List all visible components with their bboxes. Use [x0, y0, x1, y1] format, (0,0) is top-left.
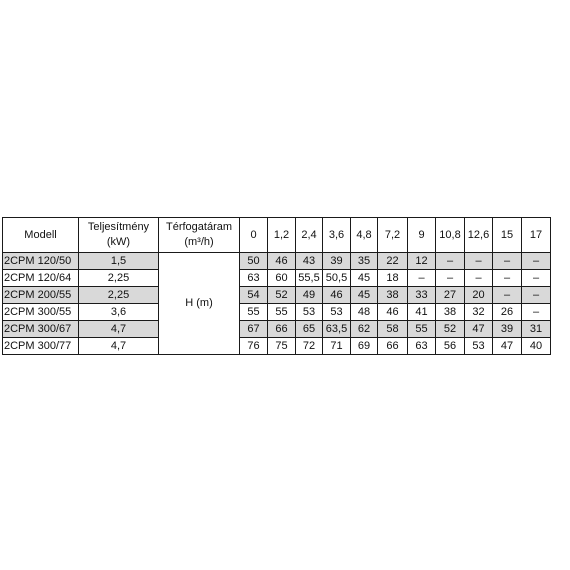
cell-model: 2CPM 300/67 — [3, 321, 79, 338]
cell-head-value: – — [493, 287, 522, 304]
cell-head-value: 47 — [465, 321, 493, 338]
cell-model: 2CPM 300/77 — [3, 338, 79, 355]
cell-head-value: 62 — [351, 321, 378, 338]
cell-head-value: 66 — [268, 321, 296, 338]
header-flow-point: 17 — [522, 218, 551, 253]
cell-head-label: H (m) — [159, 253, 240, 355]
cell-head-value: 76 — [240, 338, 268, 355]
header-flow-point: 10,8 — [436, 218, 465, 253]
cell-head-value: – — [436, 253, 465, 270]
cell-head-value: 52 — [436, 321, 465, 338]
cell-head-value: 55 — [408, 321, 436, 338]
header-flow-point: 4,8 — [351, 218, 378, 253]
header-flow — [159, 218, 240, 253]
cell-head-value: 31 — [522, 321, 551, 338]
cell-head-value: 40 — [522, 338, 551, 355]
table-row — [3, 270, 551, 287]
cell-head-value: 46 — [268, 253, 296, 270]
cell-head-value: 55 — [240, 304, 268, 321]
cell-head-value: 58 — [378, 321, 408, 338]
cell-power: 3,6 — [79, 304, 159, 321]
cell-head-value: 38 — [436, 304, 465, 321]
header-power-line2: (kW) — [106, 236, 131, 248]
header-flow-point: 3,6 — [323, 218, 351, 253]
cell-head-value: – — [436, 270, 465, 287]
cell-head-value: 67 — [240, 321, 268, 338]
cell-head-value: 35 — [351, 253, 378, 270]
cell-head-value: 65 — [296, 321, 323, 338]
cell-head-value: 43 — [296, 253, 323, 270]
cell-head-value: 72 — [296, 338, 323, 355]
cell-head-value: 50,5 — [323, 270, 351, 287]
cell-head-value: 52 — [268, 287, 296, 304]
cell-head-value: 63,5 — [323, 321, 351, 338]
table-row — [3, 253, 551, 270]
cell-power: 4,7 — [79, 338, 159, 355]
cell-head-value: – — [493, 253, 522, 270]
cell-head-value: – — [465, 253, 493, 270]
header-flow-point: 7,2 — [378, 218, 408, 253]
cell-head-value: 45 — [351, 287, 378, 304]
cell-head-value: 47 — [493, 338, 522, 355]
cell-head-value: 75 — [268, 338, 296, 355]
cell-head-value: – — [465, 270, 493, 287]
cell-head-value: 53 — [465, 338, 493, 355]
cell-head-value: 18 — [378, 270, 408, 287]
table-row — [3, 287, 551, 304]
cell-head-value: 55 — [268, 304, 296, 321]
header-flow-point: 9 — [408, 218, 436, 253]
cell-head-value: – — [522, 253, 551, 270]
cell-head-value: 66 — [378, 338, 408, 355]
cell-head-value: – — [522, 304, 551, 321]
cell-model: 2CPM 120/64 — [3, 270, 79, 287]
cell-head-value: 39 — [493, 321, 522, 338]
cell-head-value: 55,5 — [296, 270, 323, 287]
cell-head-value: 22 — [378, 253, 408, 270]
cell-power: 4,7 — [79, 321, 159, 338]
cell-head-value: 69 — [351, 338, 378, 355]
cell-power: 2,25 — [79, 287, 159, 304]
cell-head-value: 60 — [268, 270, 296, 287]
cell-head-value: – — [408, 270, 436, 287]
cell-model: 2CPM 300/55 — [3, 304, 79, 321]
cell-head-value: 39 — [323, 253, 351, 270]
header-power — [79, 218, 159, 253]
cell-head-value: 26 — [493, 304, 522, 321]
cell-head-value: 32 — [465, 304, 493, 321]
cell-model: 2CPM 120/50 — [3, 253, 79, 270]
cell-power: 1,5 — [79, 253, 159, 270]
cell-head-value: 54 — [240, 287, 268, 304]
table-body — [3, 253, 551, 355]
header-flow-point: 12,6 — [465, 218, 493, 253]
cell-head-value: 63 — [408, 338, 436, 355]
cell-head-value: 53 — [323, 304, 351, 321]
table-row — [3, 338, 551, 355]
cell-head-value: 46 — [323, 287, 351, 304]
cell-head-value: – — [493, 270, 522, 287]
cell-head-value: 20 — [465, 287, 493, 304]
header-flow-line2: (m³/h) — [184, 236, 214, 248]
cell-head-value: 33 — [408, 287, 436, 304]
cell-head-value: 48 — [351, 304, 378, 321]
table-row — [3, 321, 551, 338]
header-flow-point: 15 — [493, 218, 522, 253]
cell-head-value: 41 — [408, 304, 436, 321]
header-power-line1: Teljesítmény — [87, 221, 150, 233]
header-flow-point: 0 — [240, 218, 268, 253]
header-flow-line1: Térfogatáram — [165, 221, 233, 233]
cell-head-value: 12 — [408, 253, 436, 270]
cell-head-value: 56 — [436, 338, 465, 355]
cell-head-value: 38 — [378, 287, 408, 304]
cell-head-value: 45 — [351, 270, 378, 287]
cell-head-value: 63 — [240, 270, 268, 287]
header-model: Modell — [3, 218, 79, 253]
pump-spec-table — [2, 217, 551, 355]
table-row — [3, 304, 551, 321]
header-flow-point: 1,2 — [268, 218, 296, 253]
cell-head-value: 71 — [323, 338, 351, 355]
header-flow-point: 2,4 — [296, 218, 323, 253]
cell-model: 2CPM 200/55 — [3, 287, 79, 304]
header-row — [3, 218, 551, 253]
cell-head-value: 49 — [296, 287, 323, 304]
cell-head-value: 46 — [378, 304, 408, 321]
cell-head-value: – — [522, 270, 551, 287]
cell-head-value: – — [522, 287, 551, 304]
cell-head-value: 53 — [296, 304, 323, 321]
cell-head-value: 50 — [240, 253, 268, 270]
cell-power: 2,25 — [79, 270, 159, 287]
cell-head-value: 27 — [436, 287, 465, 304]
